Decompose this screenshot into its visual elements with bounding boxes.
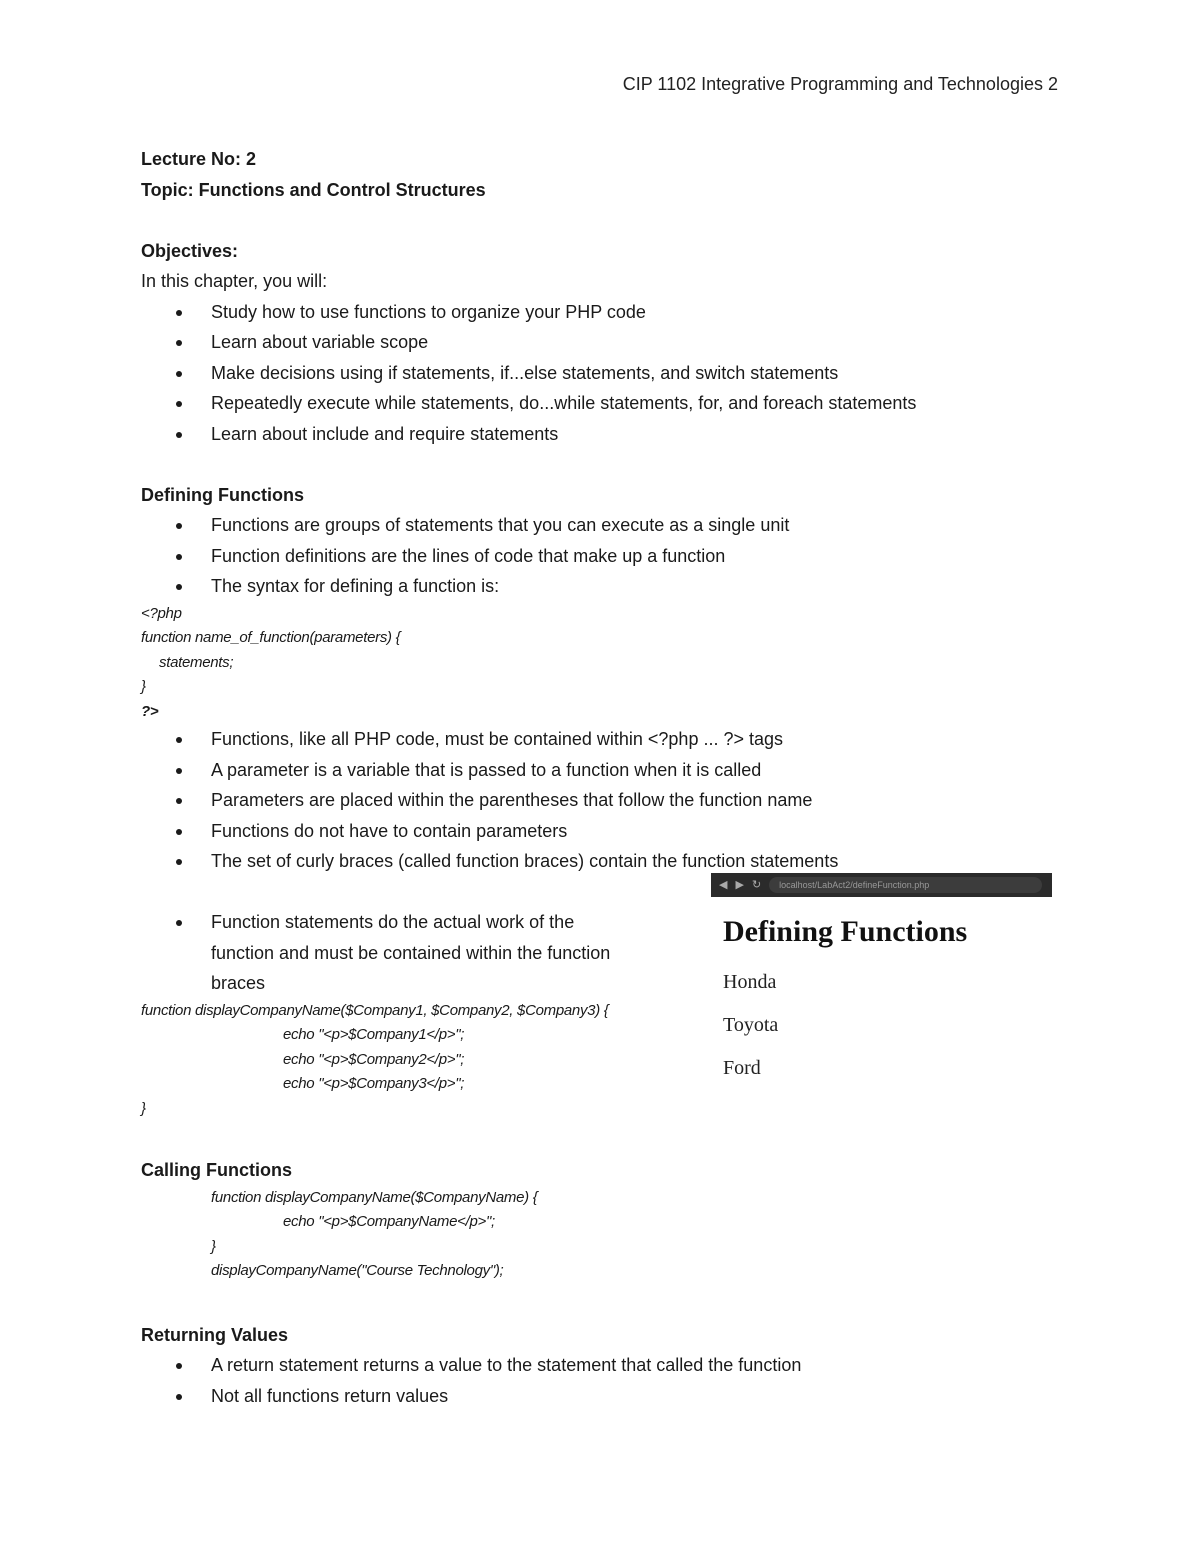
bullet-icon: [176, 340, 182, 346]
bullet-icon: [176, 737, 182, 743]
list-item: Study how to use functions to organize your PHP code: [141, 297, 1061, 328]
bullet-icon: [176, 584, 182, 590]
back-arrow-icon: ◀: [719, 879, 728, 891]
bullet-icon: [176, 798, 182, 804]
bullet-icon: [176, 859, 182, 865]
code-line: echo "<p>$CompanyName</p>";: [283, 1213, 495, 1230]
syntax-code-block: [141, 602, 1061, 725]
bullet-icon: [176, 371, 182, 377]
calling-heading: Calling Functions: [141, 1160, 292, 1180]
list-item: The set of curly braces (called function braces) contain the function statements: [141, 846, 1061, 877]
objectives-heading: Objectives:: [141, 240, 239, 261]
code-line: echo "<p>$Company2</p>";: [283, 1050, 465, 1068]
returning-list: [141, 1350, 1061, 1411]
defining-list-2: [141, 724, 1061, 877]
code-line: }: [141, 678, 146, 695]
returning-heading: Returning Values: [141, 1324, 289, 1345]
calling-code-block: [141, 1186, 1061, 1284]
bullet-icon: [176, 829, 182, 835]
reload-icon: ↻: [751, 879, 762, 891]
code-line: }: [141, 1099, 146, 1117]
list-item: A parameter is a variable that is passed to a function when it is called: [141, 755, 1061, 786]
list-item: Function statements do the actual work of the function and must be contained within the function braces: [141, 907, 1061, 999]
list-item: Repeatedly execute while statements, do...while statements, for, and foreach statements: [141, 388, 1061, 419]
list-item: Functions do not have to contain parameters: [141, 816, 1061, 847]
objectives-intro: In this chapter, you will:: [141, 271, 328, 291]
bullet-icon: [176, 920, 182, 926]
list-item: Make decisions using if statements, if...else statements, and switch statements: [141, 358, 1061, 389]
code-line: statements;: [159, 653, 234, 671]
code-line: function displayCompanyName($CompanyName) {: [211, 1188, 538, 1206]
bullet-icon: [176, 523, 182, 529]
code-line: function name_of_function(parameters) {: [141, 629, 401, 646]
list-item: Functions are groups of statements that you can execute as a single unit: [141, 510, 1061, 541]
bullet-icon: [176, 432, 182, 438]
bullet-icon: [176, 1363, 182, 1369]
list-item: Parameters are placed within the parentheses that follow the function name: [141, 785, 1061, 816]
code-line: }: [211, 1237, 216, 1255]
list-item: Functions, like all PHP code, must be contained within <?php ... ?> tags: [141, 724, 1061, 755]
browser-screenshot: [711, 873, 1052, 1113]
code-line: function displayCompanyName($Company1, $Company2, $Company3) {: [141, 1001, 609, 1019]
browser-output-line: Honda: [723, 971, 777, 993]
browser-page-heading: Defining Functions: [723, 915, 968, 948]
code-line: <?php: [141, 604, 182, 622]
objectives-list: [141, 297, 1061, 450]
defining-heading: Defining Functions: [141, 484, 304, 505]
browser-toolbar: [711, 873, 1052, 897]
browser-page: [711, 897, 1052, 1108]
defining-list: [141, 510, 1061, 602]
document-body: [141, 144, 1061, 1411]
address-bar: localhost/LabAct2/defineFunction.php: [769, 877, 1042, 893]
bullet-icon: [176, 554, 182, 560]
code-line: displayCompanyName("Course Technology");: [211, 1262, 504, 1279]
code-line: echo "<p>$Company3</p>";: [283, 1075, 465, 1092]
browser-output-line: Ford: [723, 1057, 761, 1079]
code-line: ?>: [141, 702, 159, 720]
list-item: A return statement returns a value to the statement that called the function: [141, 1350, 1061, 1381]
lecture-topic: Topic: Functions and Control Structures: [141, 179, 486, 200]
bullet-icon: [176, 310, 182, 316]
bullet-icon: [176, 401, 182, 407]
code-line: echo "<p>$Company1</p>";: [283, 1026, 465, 1043]
page-header: CIP 1102 Integrative Programming and Technologies 2: [622, 74, 1058, 94]
browser-output-line: Toyota: [723, 1014, 779, 1036]
list-item: Learn about variable scope: [141, 327, 1061, 358]
forward-arrow-icon: ▶: [735, 879, 744, 891]
bullet-icon: [176, 768, 182, 774]
list-item: Not all functions return values: [141, 1381, 1061, 1412]
list-item: Learn about include and require statements: [141, 419, 1061, 450]
lecture-number: Lecture No: 2: [141, 149, 257, 169]
list-item: The syntax for defining a function is:: [141, 571, 1061, 602]
list-item: Function definitions are the lines of code that make up a function: [141, 541, 1061, 572]
bullet-icon: [176, 1394, 182, 1400]
